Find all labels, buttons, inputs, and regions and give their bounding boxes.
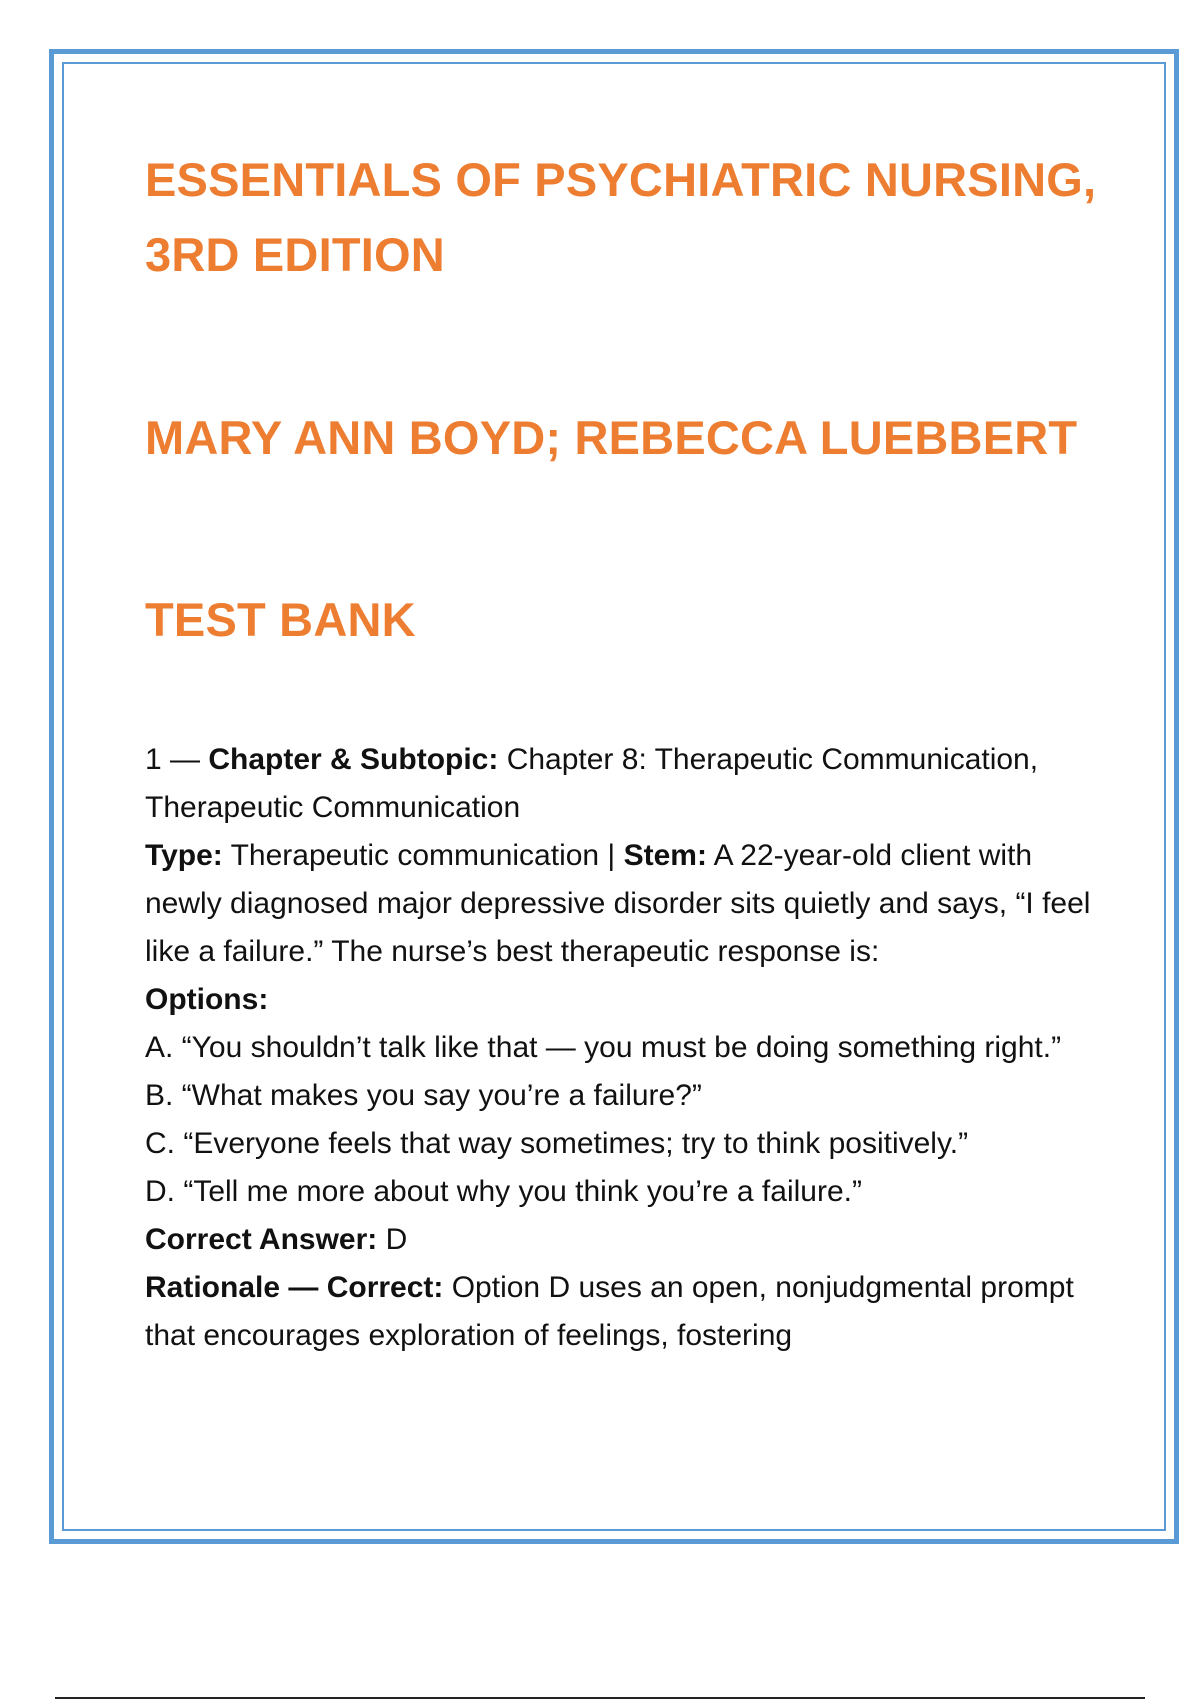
correct-answer-line [145, 1216, 1095, 1264]
question-block [145, 736, 1095, 1360]
option-d: D. “Tell me more about why you think you’re a failure.” [145, 1175, 862, 1208]
rationale-value: Option D uses an open, nonjudgmental prompt that encourages exploration of feelings, fostering [145, 1271, 1074, 1352]
options-heading [145, 976, 1095, 1024]
document-authors: MARY ANN BOYD; REBECCA LUEBBERT [145, 411, 1078, 464]
rationale-label: Rationale — Correct: [145, 1271, 444, 1304]
option-b: B. “What makes you say you’re a failure?” [145, 1079, 702, 1112]
document-subtitle: TEST BANK [145, 593, 416, 646]
footer-divider [55, 1697, 1145, 1699]
question-number: 1 [145, 743, 162, 776]
answer-label: Correct Answer: [145, 1223, 378, 1256]
answer-value: D [377, 1223, 408, 1256]
stem-value: A 22-year-old client with newly diagnosed major depressive disorder sits quietly and says, “I feel like a failure.” The nurse’s best therapeutic response is: [145, 839, 1091, 968]
chapter-value: Chapter 8: Therapeutic Communication, Therapeutic Communication [145, 743, 1039, 824]
document-title: ESSENTIALS OF PSYCHIATRIC NURSING, 3RD EDITION [145, 153, 1097, 281]
option-c: C. “Everyone feels that way sometimes; try to think positively.” [145, 1127, 969, 1160]
stem-label: Stem: [623, 839, 707, 872]
question-dash: — [161, 743, 209, 776]
type-label: Type: [145, 839, 223, 872]
question-type-stem-line [145, 832, 1095, 976]
chapter-label: Chapter & Subtopic: [208, 743, 499, 776]
options-label: Options: [145, 983, 269, 1016]
type-value: Therapeutic communication | [222, 839, 624, 872]
question-chapter-line [145, 736, 1095, 832]
rationale-line [145, 1264, 1095, 1360]
option-a: A. “You shouldn’t talk like that — you must be doing something right.” [145, 1031, 1062, 1064]
